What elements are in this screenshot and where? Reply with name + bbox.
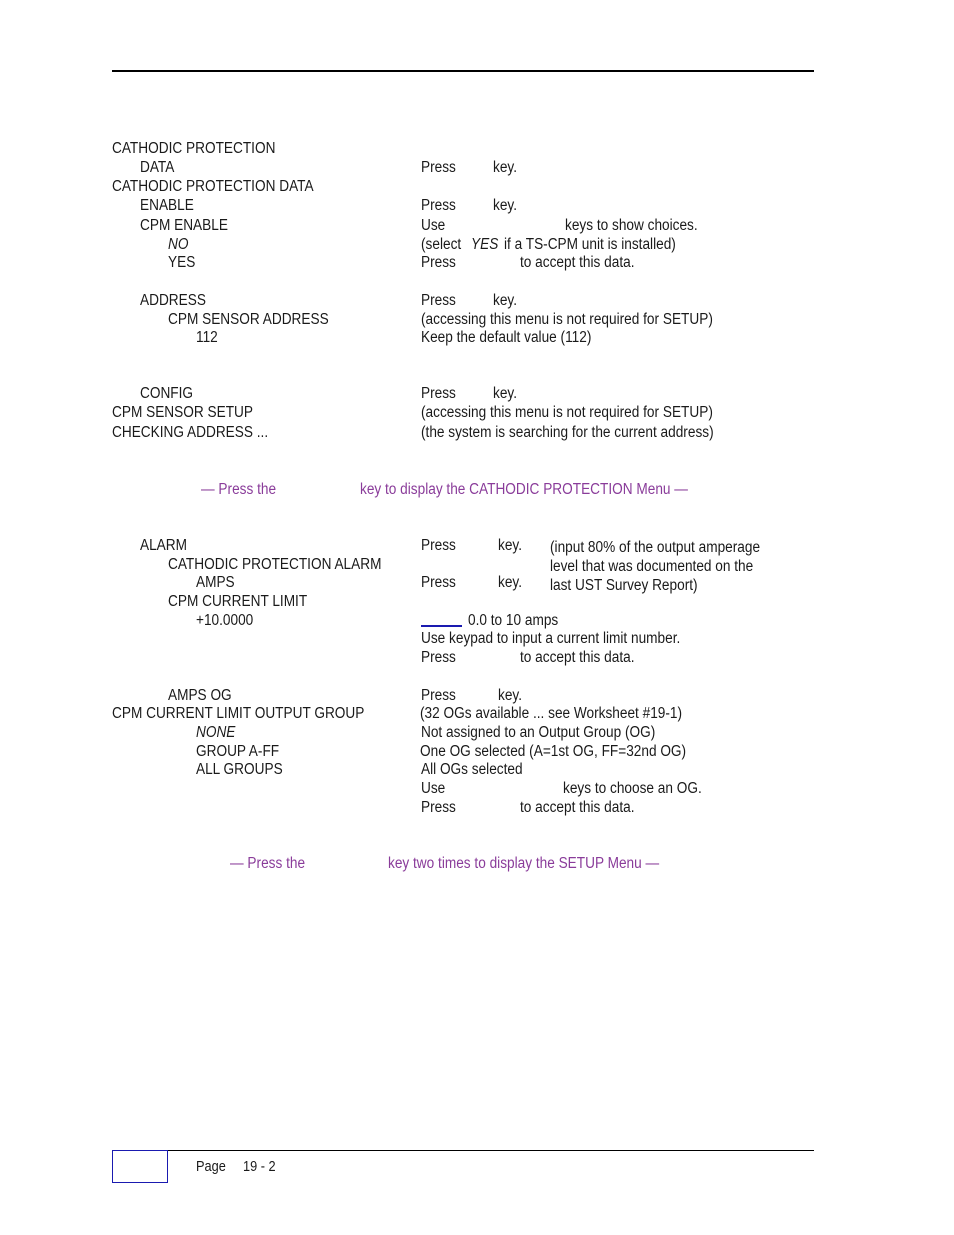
instr-press: Press <box>421 197 456 214</box>
instr-accept: to accept this data. <box>520 254 635 271</box>
note-display-cathodic-menu: key to display the CATHODIC PROTECTION Menu — <box>360 481 688 498</box>
option-all-groups: ALL GROUPS <box>196 761 283 778</box>
instr-press: Press <box>421 687 456 704</box>
instr-accept: to accept this data. <box>520 799 635 816</box>
footer-rule <box>112 1150 814 1151</box>
instr-amp-note-3: last UST Survey Report) <box>550 577 698 594</box>
menu-amps: AMPS <box>196 574 235 591</box>
instr-accept: to accept this data. <box>520 649 635 666</box>
instr-key: key. <box>493 385 518 402</box>
instr-key: key. <box>493 159 518 176</box>
option-none: NONE <box>196 724 236 741</box>
instr-key: key. <box>493 197 518 214</box>
instr-keypad: Use keypad to input a current limit number. <box>421 630 681 647</box>
value-112: 112 <box>196 329 218 346</box>
value-current-limit: +10.0000 <box>196 612 254 629</box>
instr-key: key. <box>493 292 518 309</box>
note-press-the: — Press the <box>230 855 306 872</box>
menu-data: DATA <box>140 159 175 176</box>
menu-cathodic-protection-data: CATHODIC PROTECTION DATA <box>112 178 314 195</box>
instr-all-ogs: All OGs selected <box>421 761 523 778</box>
instr-use: Use <box>421 780 446 797</box>
instr-select-b: if a TS-CPM unit is installed) <box>504 236 676 253</box>
menu-cathodic-protection: CATHODIC PROTECTION <box>112 140 276 157</box>
instr-keep-default: Keep the default value (112) <box>421 329 592 346</box>
instr-one-og: One OG selected (A=1st OG, FF=32nd OG) <box>420 743 687 760</box>
menu-address: ADDRESS <box>140 292 206 309</box>
header-rule <box>112 70 814 72</box>
instr-press: Press <box>421 254 456 271</box>
instr-key: key. <box>498 574 523 591</box>
instr-not-required: (accessing this menu is not required for SETUP) <box>421 311 713 328</box>
instr-amp-note-2: level that was documented on the <box>550 558 754 575</box>
instr-select-a: (select <box>421 236 462 253</box>
instr-range: 0.0 to 10 amps <box>468 612 559 629</box>
menu-cpm-enable: CPM ENABLE <box>140 217 228 234</box>
instr-press: Press <box>421 292 456 309</box>
instr-press: Press <box>421 537 456 554</box>
instr-select-yes: YES <box>471 236 499 253</box>
instr-searching: (the system is searching for the current address) <box>421 424 714 441</box>
footer-page-label: Page <box>196 1159 226 1175</box>
instr-show-choices: keys to show choices. <box>565 217 698 234</box>
option-group-a-ff: GROUP A-FF <box>196 743 280 760</box>
instr-press: Press <box>421 649 456 666</box>
instr-choose-og: keys to choose an OG. <box>563 780 702 797</box>
instr-press: Press <box>421 385 456 402</box>
menu-amps-og: AMPS OG <box>168 687 232 704</box>
menu-cpm-current-limit-output-group: CPM CURRENT LIMIT OUTPUT GROUP <box>112 705 365 722</box>
instr-32-ogs: (32 OGs available ... see Worksheet #19-1) <box>420 705 683 722</box>
instr-press: Press <box>421 159 456 176</box>
instr-press: Press <box>421 574 456 591</box>
instr-key: key. <box>498 537 523 554</box>
instr-not-required: (accessing this menu is not required for SETUP) <box>421 404 713 421</box>
footer-page-number: 19 - 2 <box>243 1159 276 1175</box>
menu-enable: ENABLE <box>140 197 194 214</box>
option-no: NO <box>168 236 189 253</box>
footer-box <box>112 1150 168 1183</box>
note-display-setup-menu: key two times to display the SETUP Menu — <box>388 855 660 872</box>
menu-cpm-sensor-address: CPM SENSOR ADDRESS <box>168 311 329 328</box>
instr-amp-note-1: (input 80% of the output amperage <box>550 539 761 556</box>
menu-cathodic-protection-alarm: CATHODIC PROTECTION ALARM <box>168 556 382 573</box>
menu-cpm-sensor-setup: CPM SENSOR SETUP <box>112 404 253 421</box>
instr-not-assigned: Not assigned to an Output Group (OG) <box>421 724 656 741</box>
menu-checking-address: CHECKING ADDRESS ... <box>112 424 269 441</box>
note-press-the: — Press the <box>201 481 277 498</box>
menu-cpm-current-limit: CPM CURRENT LIMIT <box>168 593 308 610</box>
range-underline <box>421 625 462 627</box>
menu-config: CONFIG <box>140 385 194 402</box>
instr-press: Press <box>421 799 456 816</box>
option-yes: YES <box>168 254 196 271</box>
instr-key: key. <box>498 687 523 704</box>
menu-alarm: ALARM <box>140 537 187 554</box>
instr-use: Use <box>421 217 446 234</box>
